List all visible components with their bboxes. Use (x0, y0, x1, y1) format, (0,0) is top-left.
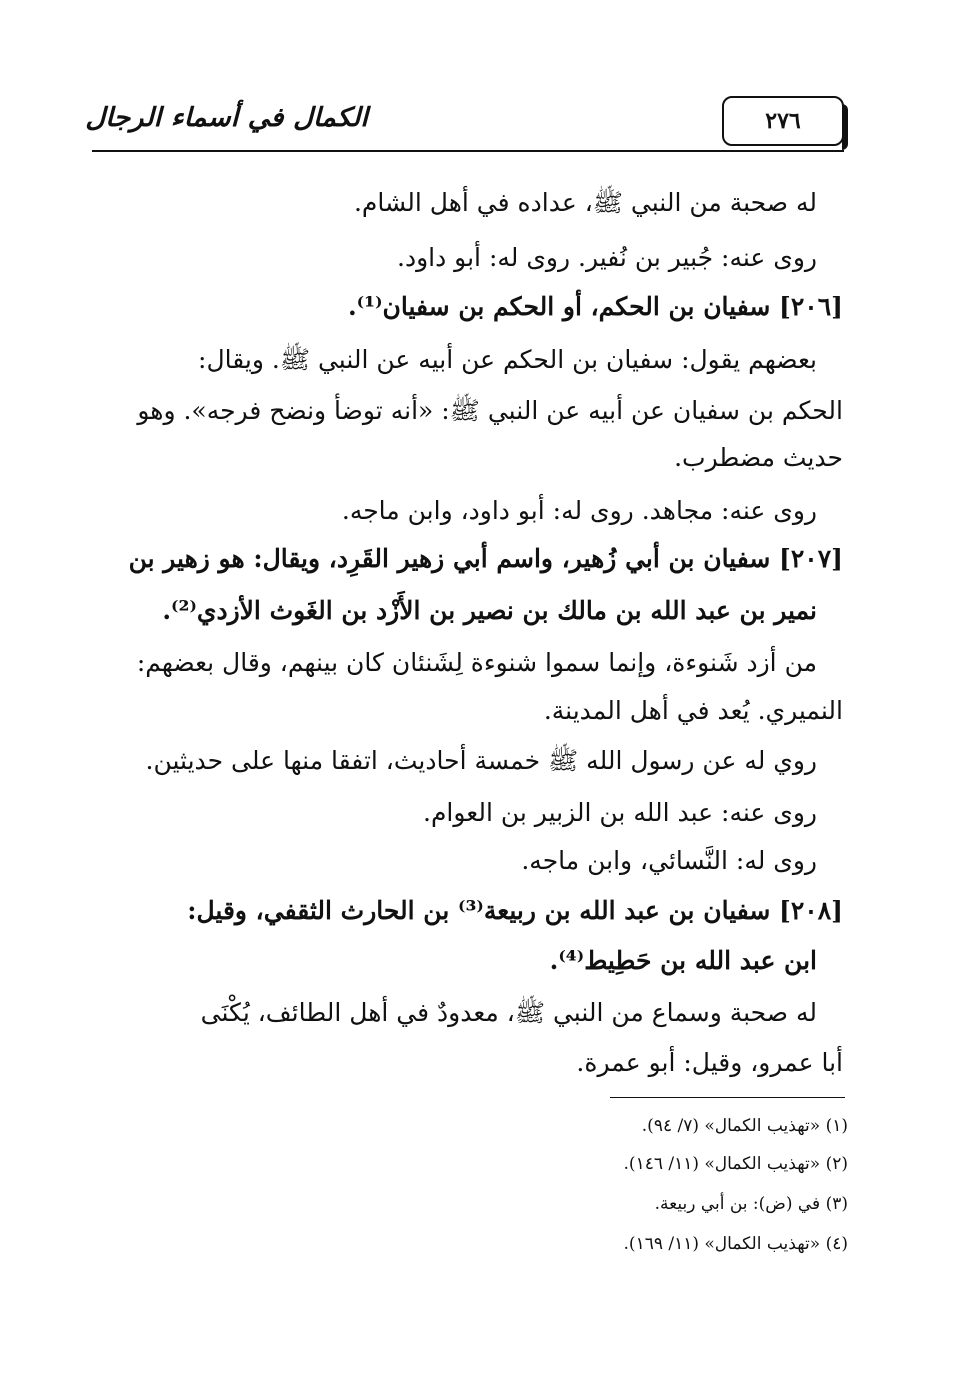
header-rule (92, 150, 844, 152)
text-line: بعضهم يقول: سفيان بن الحكم عن أبيه عن النبي ﷺ. ويقال: (198, 345, 817, 374)
text-line: روى له: النَّسائي، وابن ماجه. (521, 846, 817, 875)
entry-heading-206: [٢٠٦] سفيان بن الحكم، أو الحكم بن سفيان⁽¹⁾. (347, 292, 843, 321)
entry-heading-207: [٢٠٧] سفيان بن أبي زُهير، واسم أبي زهير القَرِد، ويقال: هو زهير بن (128, 544, 843, 573)
text-line: روي له عن رسول الله ﷺ خمسة أحاديث، اتفقا منها على حديثين. (145, 746, 817, 775)
footnote: (٢) «تهذيب الكمال» (١١/ ١٤٦). (623, 1154, 848, 1174)
text-line: حديث مضطرب. (674, 443, 843, 472)
footnote: (٣) في (ض): بن أبي ربيعة. (654, 1194, 848, 1214)
text-line: له صحبة من النبي ﷺ، عداده في أهل الشام. (353, 188, 817, 217)
book-title: الكمال في أسماء الرجال (85, 103, 368, 133)
footnote: (٤) «تهذيب الكمال» (١١/ ١٦٩). (623, 1234, 848, 1254)
text-line: له صحبة وسماع من النبي ﷺ، معدودٌ في أهل الطائف، يُكْنَى (200, 998, 817, 1027)
text-line: أبا عمرو، وقيل: أبو عمرة. (576, 1048, 843, 1077)
text-line: النميري. يُعد في أهل المدينة. (543, 696, 843, 725)
footnote: (١) «تهذيب الكمال» (٧/ ٩٤). (641, 1116, 848, 1136)
page-number: ٢٧٦ (765, 108, 801, 134)
page-number-box (722, 96, 844, 146)
page-header (85, 92, 844, 154)
text-line: روى عنه: مجاهد. روى له: أبو داود، وابن ماجه. (341, 496, 817, 525)
text-line: روى عنه: جُبير بن نُفير. روى له: أبو داود. (397, 243, 817, 272)
footnote-rule (610, 1097, 845, 1098)
entry-heading-208: [٢٠٨] سفيان بن عبد الله بن ربيعة⁽³⁾ بن الحارث الثقفي، وقيل: (187, 896, 843, 925)
entry-heading-207-cont: نمير بن عبد الله بن مالك بن نصير بن الأَزْد بن الغَوث الأزدي⁽²⁾. (162, 596, 817, 625)
entry-heading-208-cont: ابن عبد الله بن حَطِيط⁽⁴⁾. (549, 946, 817, 975)
text-line: من أزد شَنوءة، وإنما سموا شنوءة لِشَنئان كان بينهم، وقال بعضهم: (136, 648, 817, 677)
text-line: روى عنه: عبد الله بن الزبير بن العوام. (423, 798, 817, 827)
text-line: الحكم بن سفيان عن أبيه عن النبي ﷺ: «أنه توضأ ونضح فرجه». وهو (137, 396, 843, 425)
